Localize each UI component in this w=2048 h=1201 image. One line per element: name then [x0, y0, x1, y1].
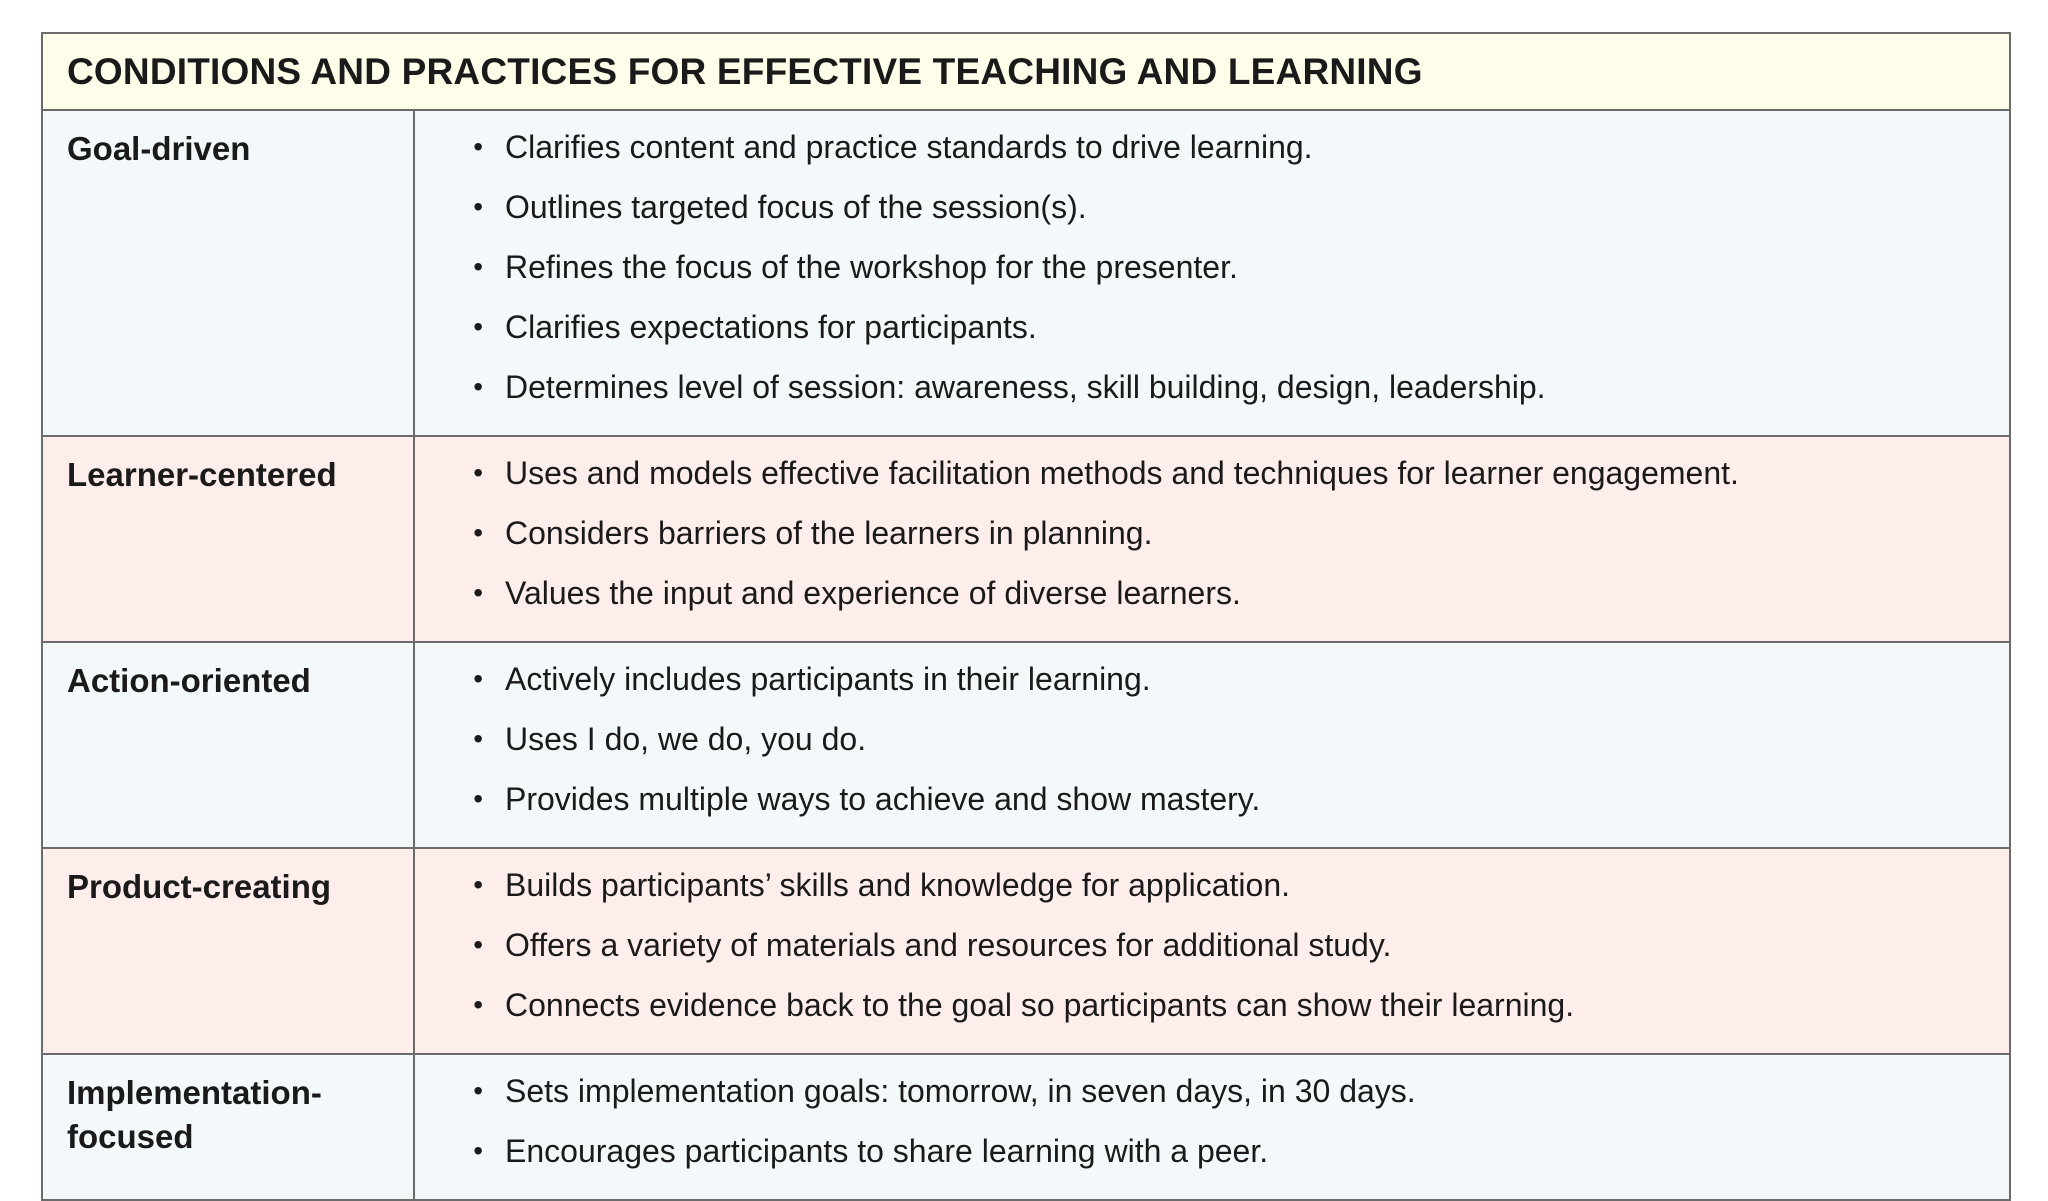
- bullet-icon: •: [473, 663, 483, 694]
- bullet-icon: •: [473, 371, 483, 402]
- row-items-cell: [415, 849, 2009, 1053]
- bullet-icon: •: [473, 989, 483, 1020]
- list-item-text: Builds participants’ skills and knowledge for application.: [505, 867, 1291, 903]
- row-label: [67, 1071, 413, 1159]
- row-label: Learner-centered: [67, 456, 337, 493]
- table-row-action-oriented: [43, 643, 2009, 849]
- bullet-icon: •: [473, 783, 483, 814]
- list-item: [415, 571, 2009, 631]
- bullet-icon: •: [473, 869, 483, 900]
- list-item-text: Clarifies expectations for participants.: [505, 309, 1037, 345]
- list-item: [415, 185, 2009, 245]
- table-row-implementation-focused: [43, 1055, 2009, 1199]
- list-item: [415, 245, 2009, 305]
- row-label: Goal-driven: [67, 130, 251, 167]
- list-item: [415, 451, 2009, 511]
- row-label-cell: [43, 111, 415, 435]
- table-title-row: [43, 34, 2009, 111]
- bullet-icon: •: [473, 251, 483, 282]
- list-item-text: Uses I do, we do, you do.: [505, 721, 867, 757]
- list-item-text: Refines the focus of the workshop for the presenter.: [505, 249, 1238, 285]
- row-label-line: focused: [67, 1118, 194, 1155]
- list-item-text: Considers barriers of the learners in planning.: [505, 515, 1153, 551]
- row-label-cell: [43, 849, 415, 1053]
- list-item: [415, 983, 2009, 1043]
- row-items-cell: [415, 1055, 2009, 1199]
- list-item-text: Sets implementation goals: tomorrow, in seven days, in 30 days.: [505, 1073, 1416, 1109]
- list-item: [415, 305, 2009, 365]
- list-item-text: Encourages participants to share learning with a peer.: [505, 1133, 1269, 1169]
- list-item: [415, 777, 2009, 837]
- list-item-text: Clarifies content and practice standards to drive learning.: [505, 129, 1313, 165]
- bullet-icon: •: [473, 1075, 483, 1106]
- list-item-text: Uses and models effective facilitation methods and techniques for learner engagement.: [505, 455, 1739, 491]
- row-label: Action-oriented: [67, 662, 311, 699]
- list-item-text: Connects evidence back to the goal so participants can show their learning.: [505, 987, 1575, 1023]
- list-item-text: Actively includes participants in their learning.: [505, 661, 1151, 697]
- row-label-line: Implementation-: [67, 1074, 322, 1111]
- row-label-cell: [43, 1055, 415, 1199]
- bullet-icon: •: [473, 311, 483, 342]
- row-items-cell: [415, 111, 2009, 435]
- row-label: Product-creating: [67, 868, 332, 905]
- list-item: [415, 863, 2009, 923]
- bullet-icon: •: [473, 517, 483, 548]
- table-row-learner-centered: [43, 437, 2009, 643]
- list-item-text: Determines level of session: awareness, skill building, design, leadership.: [505, 369, 1546, 405]
- bullet-icon: •: [473, 577, 483, 608]
- list-item: [415, 1129, 2009, 1189]
- list-item: [415, 365, 2009, 425]
- table-row-product-creating: [43, 849, 2009, 1055]
- practices-table: [41, 32, 2011, 1201]
- list-item: [415, 1069, 2009, 1129]
- row-label-cell: [43, 437, 415, 641]
- row-items-cell: [415, 437, 2009, 641]
- bullet-icon: •: [473, 457, 483, 488]
- bullet-icon: •: [473, 191, 483, 222]
- list-item-text: Values the input and experience of diverse learners.: [505, 575, 1241, 611]
- row-label-cell: [43, 643, 415, 847]
- list-item-text: Provides multiple ways to achieve and show mastery.: [505, 781, 1261, 817]
- bullet-icon: •: [473, 131, 483, 162]
- list-item: [415, 657, 2009, 717]
- row-items-cell: [415, 643, 2009, 847]
- list-item-text: Outlines targeted focus of the session(s).: [505, 189, 1087, 225]
- list-item: [415, 923, 2009, 983]
- bullet-icon: •: [473, 929, 483, 960]
- list-item: [415, 511, 2009, 571]
- bullet-icon: •: [473, 1135, 483, 1166]
- list-item: [415, 125, 2009, 185]
- list-item-text: Offers a variety of materials and resources for additional study.: [505, 927, 1392, 963]
- table-title: CONDITIONS AND PRACTICES FOR EFFECTIVE TEACHING AND LEARNING: [67, 50, 1423, 92]
- bullet-icon: •: [473, 723, 483, 754]
- table-row-goal-driven: [43, 111, 2009, 437]
- list-item: [415, 717, 2009, 777]
